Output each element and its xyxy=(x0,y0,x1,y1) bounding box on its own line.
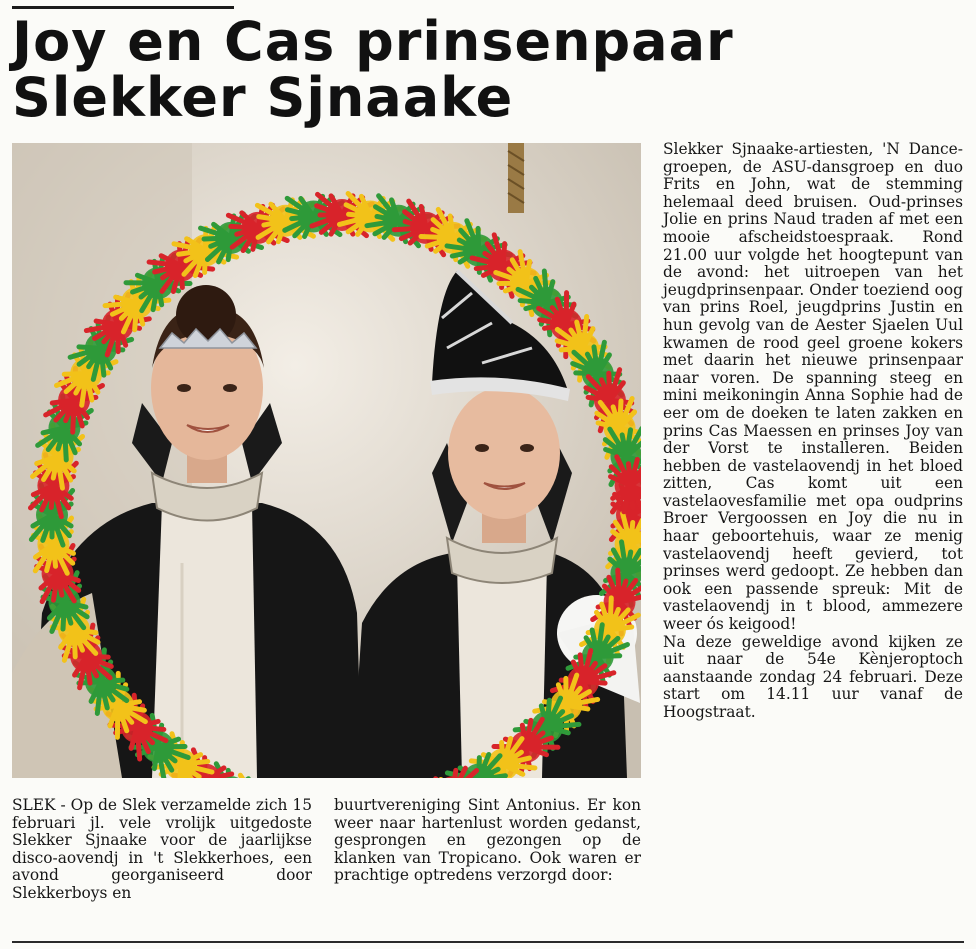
article-column-right xyxy=(663,141,963,722)
bottom-rule xyxy=(12,941,964,943)
article-paragraph: SLEK - Op de Slek verzamelde zich 15 februari jl. vele vrolijk uitgedoste Slekker Sjnaake voor de jaarlijkse disco-aovendj in 't Slekkerhoes, een avond georganiseerd door Slekkerboys en xyxy=(12,796,312,902)
top-rule xyxy=(12,6,234,9)
headline: Joy en Cas prinsenpaar Slekker Sjnaake xyxy=(12,10,734,129)
article-photo xyxy=(12,143,641,778)
article-paragraph: Slekker Sjnaake-artiesten, 'N Dance-groepen, de ASU-dansgroep en duo Frits en John, wat de stemming helemaal deed bruisen. Oud-prinses Jolie en prins Naud traden af met een mooie afscheidstoespraak. Rond 21.00 uur volgde het hoogtepunt van de avond: het uitroepen van het jeugdprinsenpaar. Onder toeziend oog van prins Roel, jeugdprins Justin en hun gevolg van de Aester Sjaelen Uul kwamen de rood geel groene kokers met daarin het nieuwe prinsenpaar naar voren. De spanning steeg en mini meikoningin Anna Sophie had de eer om de doeken te laten zakken en prins Cas Maessen en prinses Joy van der Vorst te installeren. Beiden hebben de vastelaovendj in het bloed zitten, Cas komt uit een vastelaovesfamilie met opa oudprins Broer Vergoossen en Joy die nu in haar geboortehuis, waar ze menig vastelaovendj heeft gevierd, tot prinses werd gedoopt. Ze hebben dan ook een passende spreuk: Mit de vastelaovendj in t blood, ammezere weer ós keigood! xyxy=(663,140,963,634)
article-paragraph: buurtvereniging Sint Antonius. Er kon weer naar hartenlust worden gedanst, gesprongen en gezongen op de klanken van Tropicano. Ook waren er prachtige optredens verzorgd door: xyxy=(334,796,641,885)
article-column-bottom-left xyxy=(12,797,312,903)
article-column-bottom-middle xyxy=(334,797,641,885)
article-paragraph: Na deze geweldige avond kijken ze uit naar de 54e Kènjeroptoch aanstaande zondag 24 februari. Deze start om 14.11 uur vanaf de Hoogstraat. xyxy=(663,632,963,721)
